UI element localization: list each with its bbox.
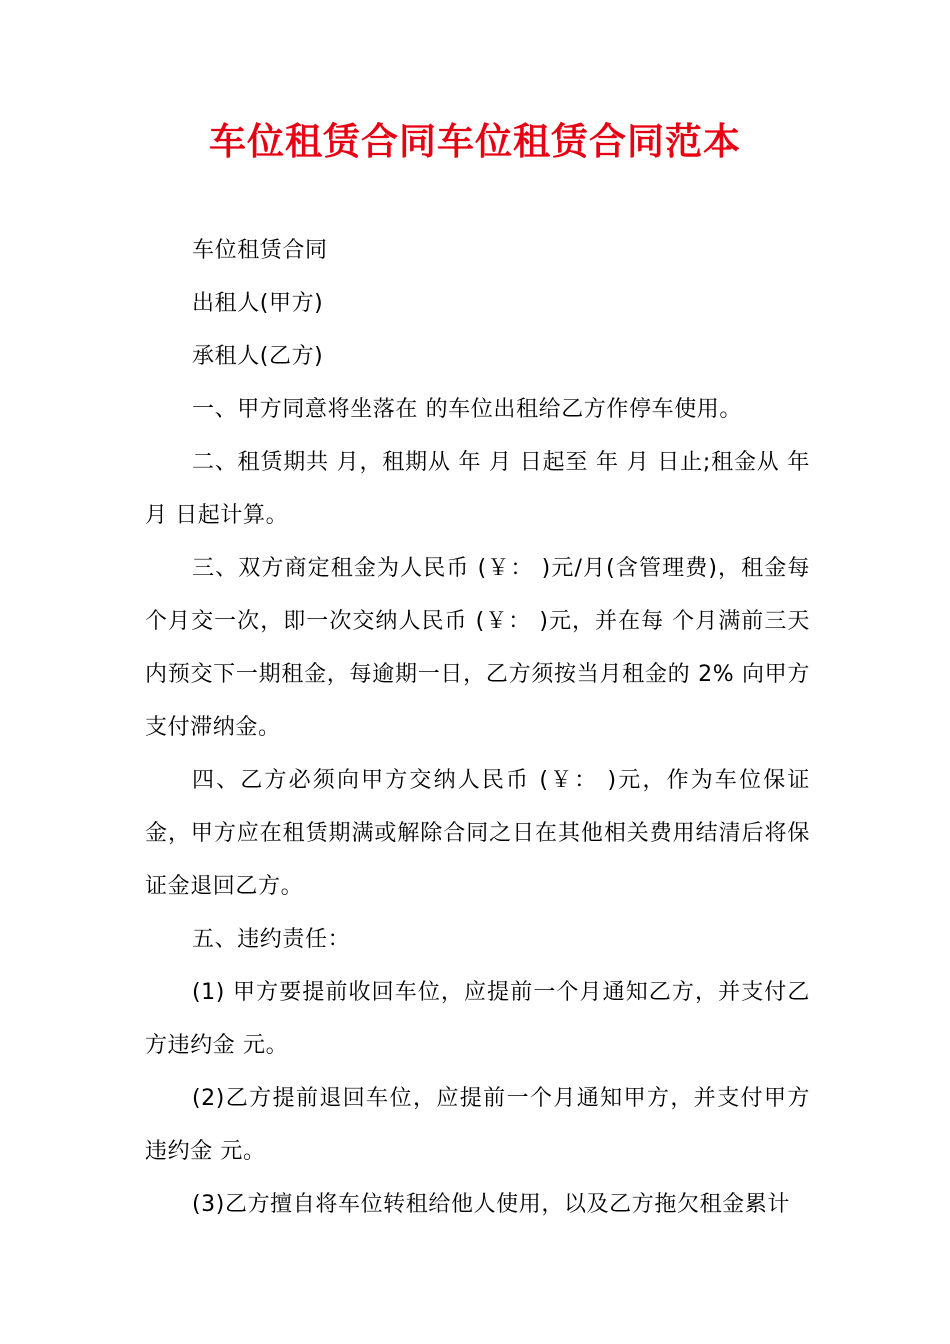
paragraph-clause-4: 四、乙方必须向甲方交纳人民币 (￥： )元，作为车位保证金，甲方应在租赁期满或解除合同之日在其他相关费用结清后将保证金退回乙方。 [145,768,810,899]
paragraph-clause-5-item-2: (2)乙方提前退回车位，应提前一个月通知甲方，并支付甲方违约金 元。 [145,1086,810,1164]
paragraph-clause-3: 三、双方商定租金为人民币 (￥： )元/月(含管理费)，租金每 个月交一次，即一次交纳人民币 (￥： )元，并在每 个月满前三天内预交下一期租金，每逾期一日，乙方须按当月租金的 2% 向甲方支付滞纳金。 [145,556,810,740]
paragraph-clause-5-item-3: (3)乙方擅自将车位转租给他人使用，以及乙方拖欠租金累计 [192,1192,790,1217]
paragraph-lessor: 出租人(甲方) [192,291,324,316]
paragraph-clause-5-heading: 五、违约责任： [192,927,351,952]
paragraph-clause-2: 二、租赁期共 月，租期从 年 月 日起至 年 月 日止;租金从 年 月 日起计算。 [145,450,810,528]
paragraph-clause-5-item-1: (1) 甲方要提前收回车位，应提前一个月通知乙方，并支付乙方违约金 元。 [145,980,810,1058]
document-title: 车位租赁合同车位租赁合同范本 [209,120,741,163]
paragraph-clause-1: 一、甲方同意将坐落在 的车位出租给乙方作停车使用。 [192,397,742,422]
paragraph-lessee: 承租人(乙方) [192,344,324,369]
paragraph-contract-name: 车位租赁合同 [192,238,328,263]
document-body [145,224,810,1231]
